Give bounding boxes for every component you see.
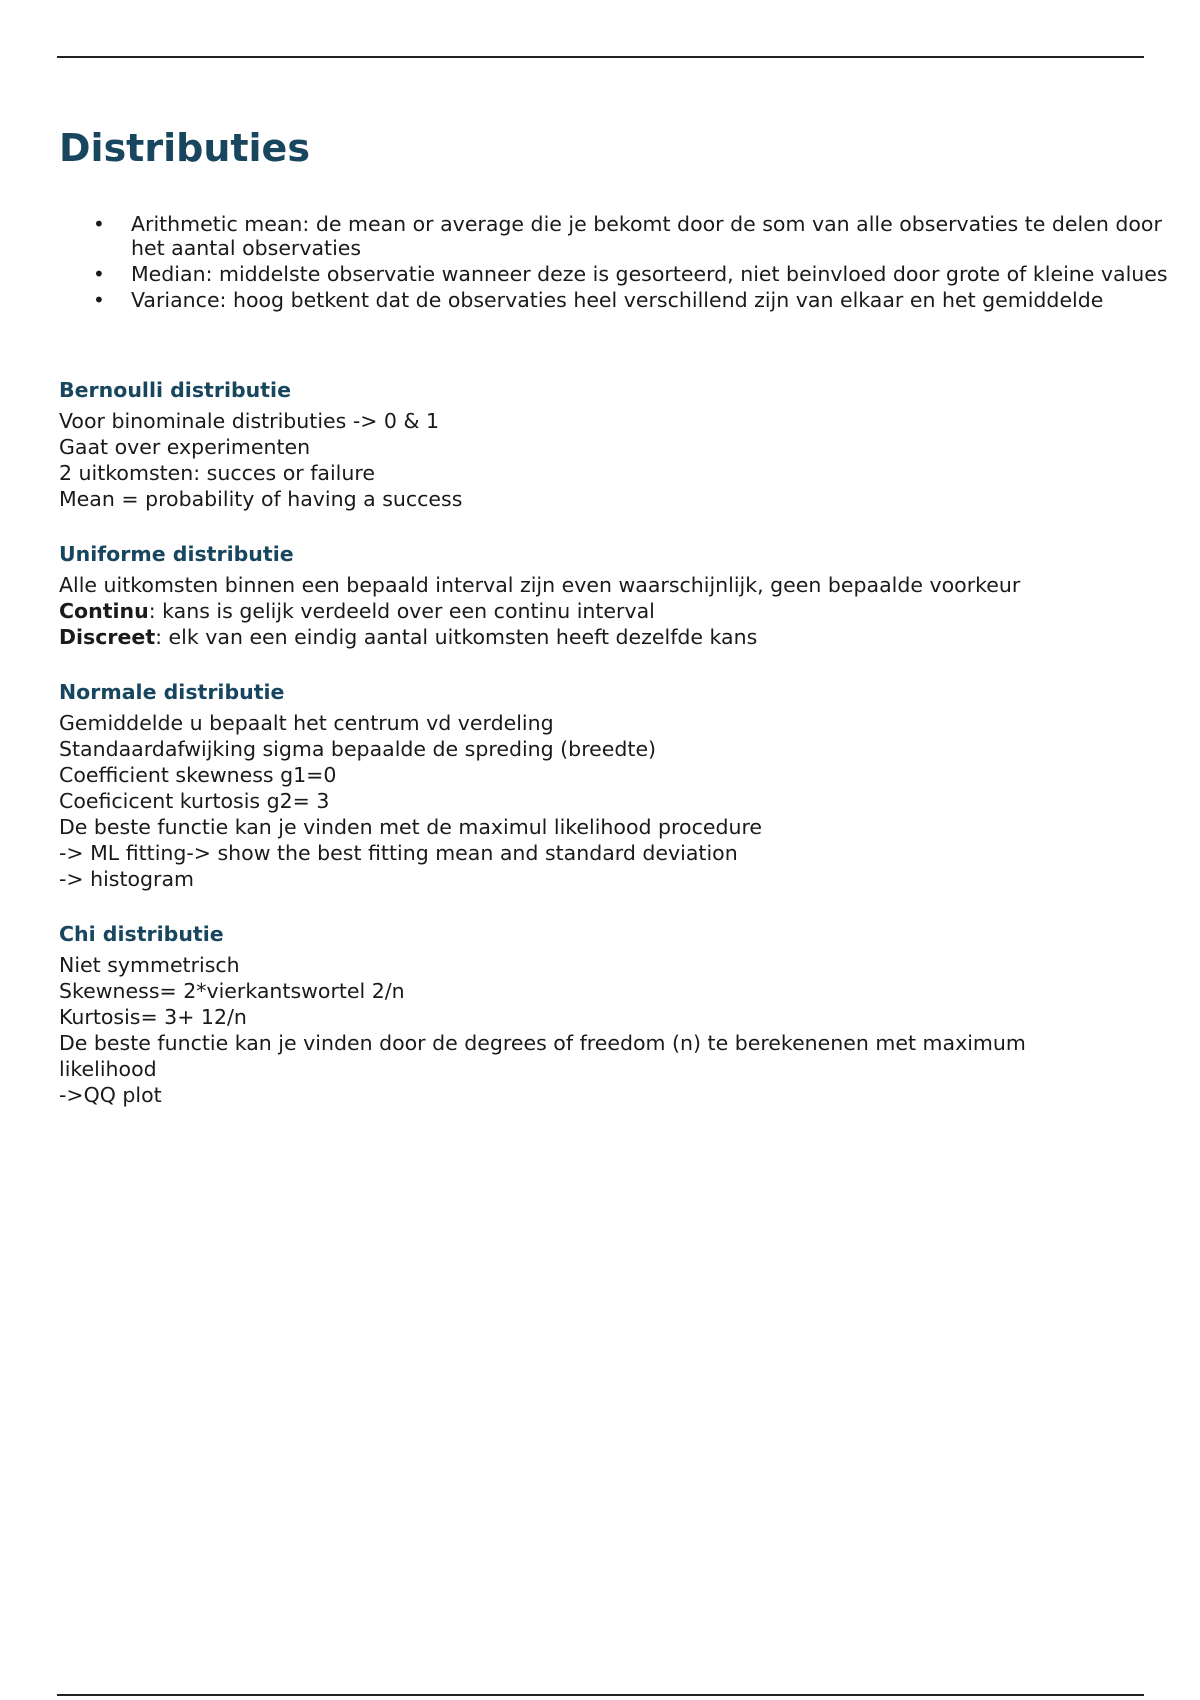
text-line: Gemiddelde u bepaalt het centrum vd verdeling bbox=[59, 711, 554, 735]
section-uniform bbox=[59, 540, 1189, 650]
definition-list bbox=[59, 212, 1189, 312]
bottom-rule bbox=[57, 1694, 1144, 1696]
section-heading: Normale distributie bbox=[59, 680, 285, 704]
section-heading: Bernoulli distributie bbox=[59, 378, 291, 402]
text-line: ->QQ plot bbox=[59, 1083, 162, 1107]
term-label: Discreet bbox=[59, 625, 156, 649]
list-item: • Variance: hoog betkent dat de observaties heel verschillend zijn van elkaar en het gemiddelde bbox=[131, 288, 1189, 312]
text-line: -> ML fitting-> show the best fitting mean and standard deviation bbox=[59, 841, 738, 865]
text-line: Niet symmetrisch bbox=[59, 953, 240, 977]
text-line: 2 uitkomsten: succes or failure bbox=[59, 461, 375, 485]
text-line: Kurtosis= 3+ 12/n bbox=[59, 1005, 247, 1029]
section-chi bbox=[59, 920, 1189, 1108]
top-rule bbox=[57, 56, 1144, 58]
text-line: Coefficient skewness g1=0 bbox=[59, 763, 337, 787]
page-title: Distributies bbox=[59, 126, 310, 170]
term-text: : elk van een eindig aantal uitkomsten heeft dezelfde kans bbox=[155, 625, 758, 649]
text-line: De beste functie kan je vinden met de maximul likelihood procedure bbox=[59, 815, 763, 839]
text-line: Voor binominale distributies -> 0 & 1 bbox=[59, 409, 440, 433]
text-line bbox=[59, 624, 1189, 650]
text-line bbox=[59, 598, 1189, 624]
text-line: Skewness= 2*vierkantswortel 2/n bbox=[59, 979, 405, 1003]
text-line: Gaat over experimenten bbox=[59, 435, 311, 459]
text-line: Standaardafwijking sigma bepaalde de spreding (breedte) bbox=[59, 737, 657, 761]
document-content bbox=[59, 122, 1189, 1108]
term-label: Continu bbox=[59, 599, 149, 623]
text-line: -> histogram bbox=[59, 867, 195, 891]
section-heading: Uniforme distributie bbox=[59, 542, 294, 566]
term-text: : kans is gelijk verdeeld over een continu interval bbox=[148, 599, 655, 623]
section-normal bbox=[59, 678, 1189, 892]
text-line: Alle uitkomsten binnen een bepaald interval zijn even waarschijnlijk, geen bepaalde voorkeur bbox=[59, 573, 1021, 597]
text-line: Mean = probability of having a success bbox=[59, 487, 463, 511]
list-item: • Median: middelste observatie wanneer deze is gesorteerd, niet beinvloed door grote of kleine values bbox=[131, 262, 1189, 286]
list-item: • Arithmetic mean: de mean or average die je bekomt door de som van alle observaties te delen door het aantal observaties bbox=[131, 212, 1189, 260]
text-line: Coeficicent kurtosis g2= 3 bbox=[59, 789, 330, 813]
section-heading: Chi distributie bbox=[59, 922, 224, 946]
section-bernoulli bbox=[59, 376, 1189, 512]
text-line: De beste functie kan je vinden door de degrees of freedom (n) te berekenenen met maximum likelihood bbox=[59, 1031, 1026, 1081]
